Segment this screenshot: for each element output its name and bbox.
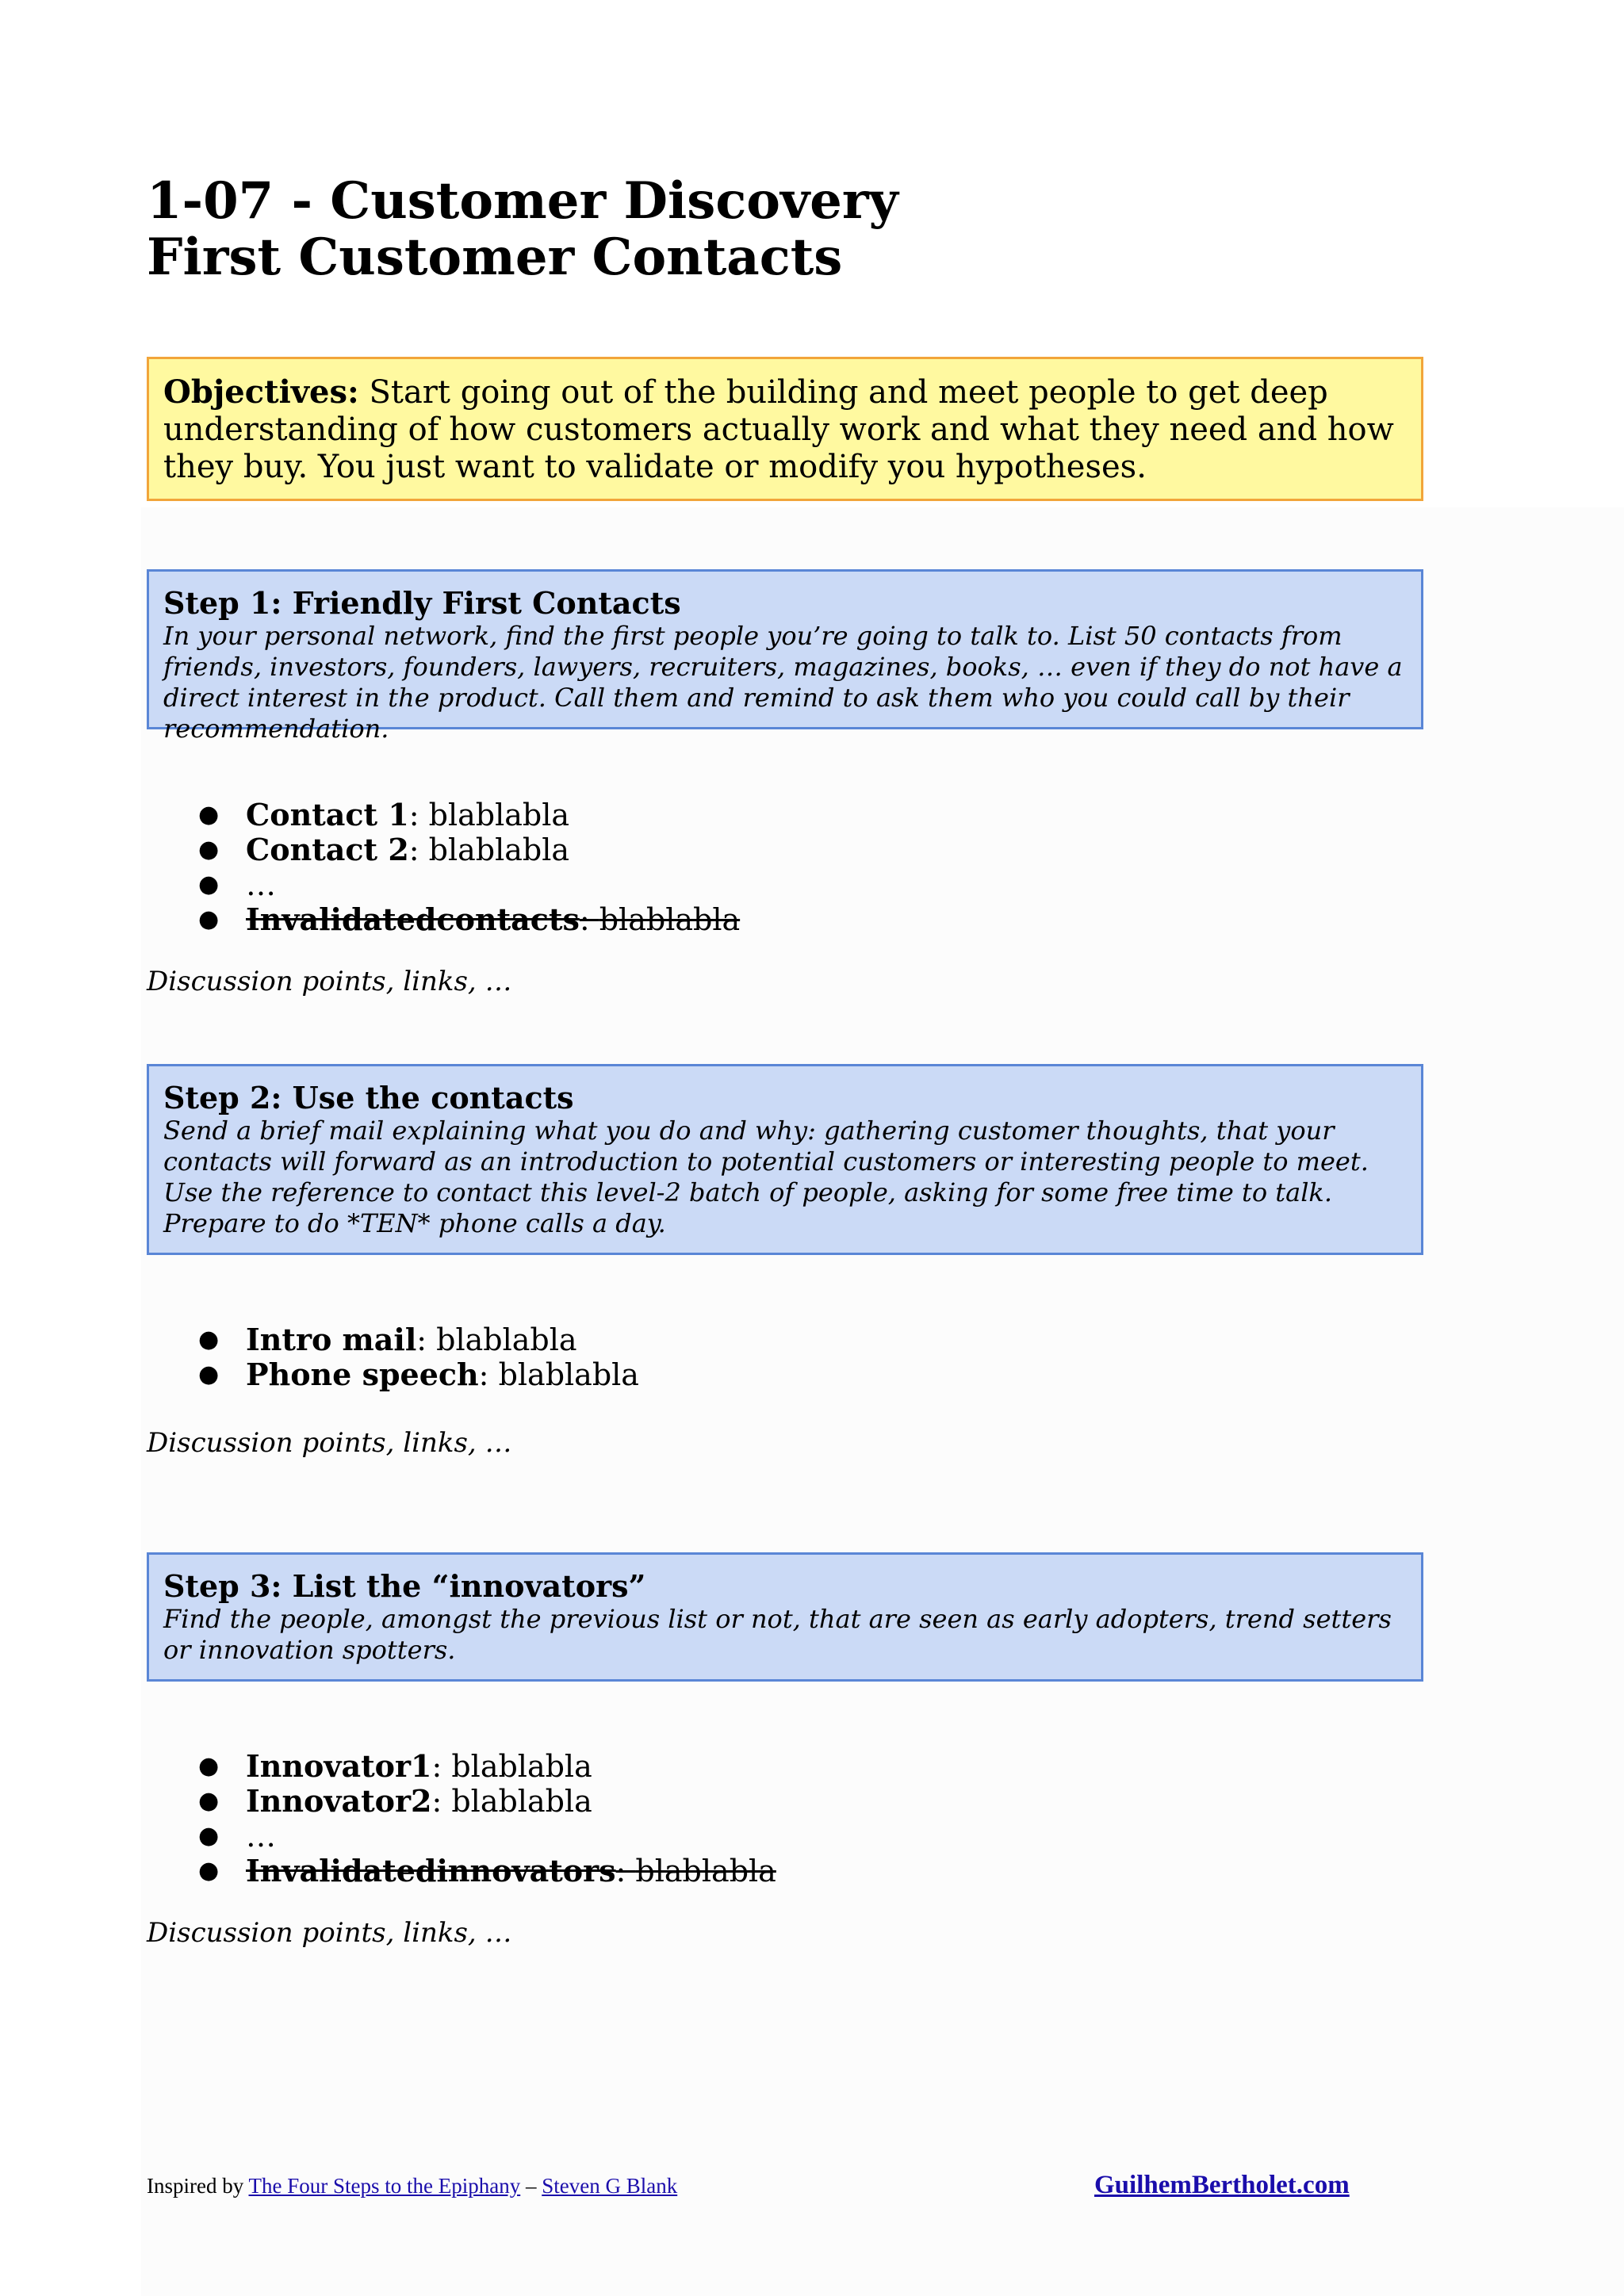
step-2-bullet-list — [198, 1322, 639, 1392]
bullet-icon: ● — [198, 1822, 220, 1850]
list-item-label: Invalidatedinnovators — [246, 1853, 616, 1888]
list-item-separator: : — [579, 902, 599, 937]
bullet-icon: ● — [198, 1326, 220, 1353]
list-item-label: Contact 2 — [246, 832, 409, 867]
list-item-label: Contact 1 — [246, 797, 409, 832]
list-item-label: Innovator2 — [246, 1783, 432, 1819]
footer-credits — [147, 2174, 677, 2198]
bullet-icon: ● — [198, 801, 220, 828]
list-item-separator: : — [408, 832, 429, 867]
list-item-invalidated — [198, 902, 740, 937]
list-item-value: … — [246, 867, 276, 902]
list-item — [198, 867, 740, 902]
list-item — [198, 1784, 776, 1819]
list-item-label: Intro mail — [246, 1322, 417, 1357]
list-item-value: blablabla — [428, 832, 570, 867]
list-item-separator: : — [615, 1854, 636, 1888]
list-item — [198, 1749, 776, 1784]
list-item-separator: : — [431, 1784, 452, 1819]
page-title-line-1: 1-07 - Customer Discovery — [147, 171, 898, 231]
bullet-icon: ● — [198, 836, 220, 863]
list-item — [198, 1357, 639, 1392]
list-item-value: blablabla — [451, 1749, 592, 1784]
list-item-separator: : — [416, 1322, 437, 1357]
list-item-value: blablabla — [451, 1784, 592, 1819]
bullet-icon: ● — [198, 871, 220, 898]
step-2-box — [147, 1064, 1423, 1255]
step-2-discussion: Discussion points, links, … — [147, 1427, 512, 1459]
list-item-value: blablabla — [428, 798, 570, 832]
footer-dash: – — [520, 2174, 542, 2198]
bullet-icon: ● — [198, 1752, 220, 1780]
list-item — [198, 1819, 776, 1854]
list-item-label: Phone speech — [246, 1357, 479, 1392]
list-item-invalidated — [198, 1854, 776, 1888]
step-1-discussion: Discussion points, links, … — [147, 966, 512, 997]
bullet-icon: ● — [198, 1360, 220, 1388]
bullet-icon: ● — [198, 905, 220, 933]
list-item-value: … — [246, 1819, 276, 1854]
list-item-value: blablabla — [498, 1357, 639, 1392]
list-item-separator: : — [478, 1357, 499, 1392]
step-2-title: Step 2: Use the contacts — [163, 1080, 574, 1115]
list-item-value: blablabla — [599, 902, 741, 937]
list-item-label: Innovator1 — [246, 1748, 432, 1784]
bullet-icon: ● — [198, 1857, 220, 1885]
site-link[interactable]: GuilhemBertholet.com — [1094, 2171, 1350, 2199]
page-background — [141, 507, 1624, 2296]
step-3-bullet-list — [198, 1749, 776, 1888]
step-2-description: Send a brief mail explaining what you do and why: gathering customer thoughts, that your contacts will forward as an introduction to potential customers or interesting people to meet. Use the reference to contact this level-2 batch of people, asking for some free time to talk. Prepare to do *TEN* phone calls a day. — [163, 1115, 1369, 1238]
page-title-line-2: First Customer Contacts — [147, 228, 843, 287]
list-item — [198, 832, 740, 867]
step-3-box — [147, 1552, 1423, 1682]
step-1-bullet-list — [198, 798, 740, 937]
list-item-value: blablabla — [436, 1322, 577, 1357]
step-1-title: Step 1: Friendly First Contacts — [163, 585, 681, 621]
book-link[interactable]: The Four Steps to the Epiphany — [248, 2174, 521, 2198]
objectives-box — [147, 357, 1423, 501]
objectives-text: Start going out of the building and meet people to get deep understanding of how customers actually work and what they need and how they buy. You just want to validate or modify you hypotheses. — [163, 374, 1394, 485]
list-item — [198, 1322, 639, 1357]
list-item-label: Invalidatedcontacts — [246, 901, 580, 937]
footer-prefix: Inspired by — [147, 2174, 249, 2198]
step-1-description: In your personal network, find the first people you’re going to talk to. List 50 contacts from friends, investors, founders, lawyers, recruiters, magazines, books, … even if they do not have a direct interest in the product. Call them and remind to ask them who you could call by their recommendation. — [163, 621, 1403, 744]
list-item — [198, 798, 740, 832]
objectives-label: Objectives: — [163, 373, 359, 411]
list-item-separator: : — [431, 1749, 452, 1784]
step-1-box — [147, 569, 1423, 744]
list-item-separator: : — [408, 798, 429, 832]
bullet-icon: ● — [198, 1787, 220, 1815]
page-title — [147, 173, 898, 285]
step-3-discussion: Discussion points, links, … — [147, 1917, 512, 1949]
list-item-value: blablabla — [635, 1854, 776, 1888]
author-link[interactable]: Steven G Blank — [542, 2174, 678, 2198]
step-3-title: Step 3: List the “innovators” — [163, 1568, 646, 1604]
step-3-description: Find the people, amongst the previous list or not, that are seen as early adopters, trend setters or innovation spotters. — [163, 1604, 1392, 1665]
